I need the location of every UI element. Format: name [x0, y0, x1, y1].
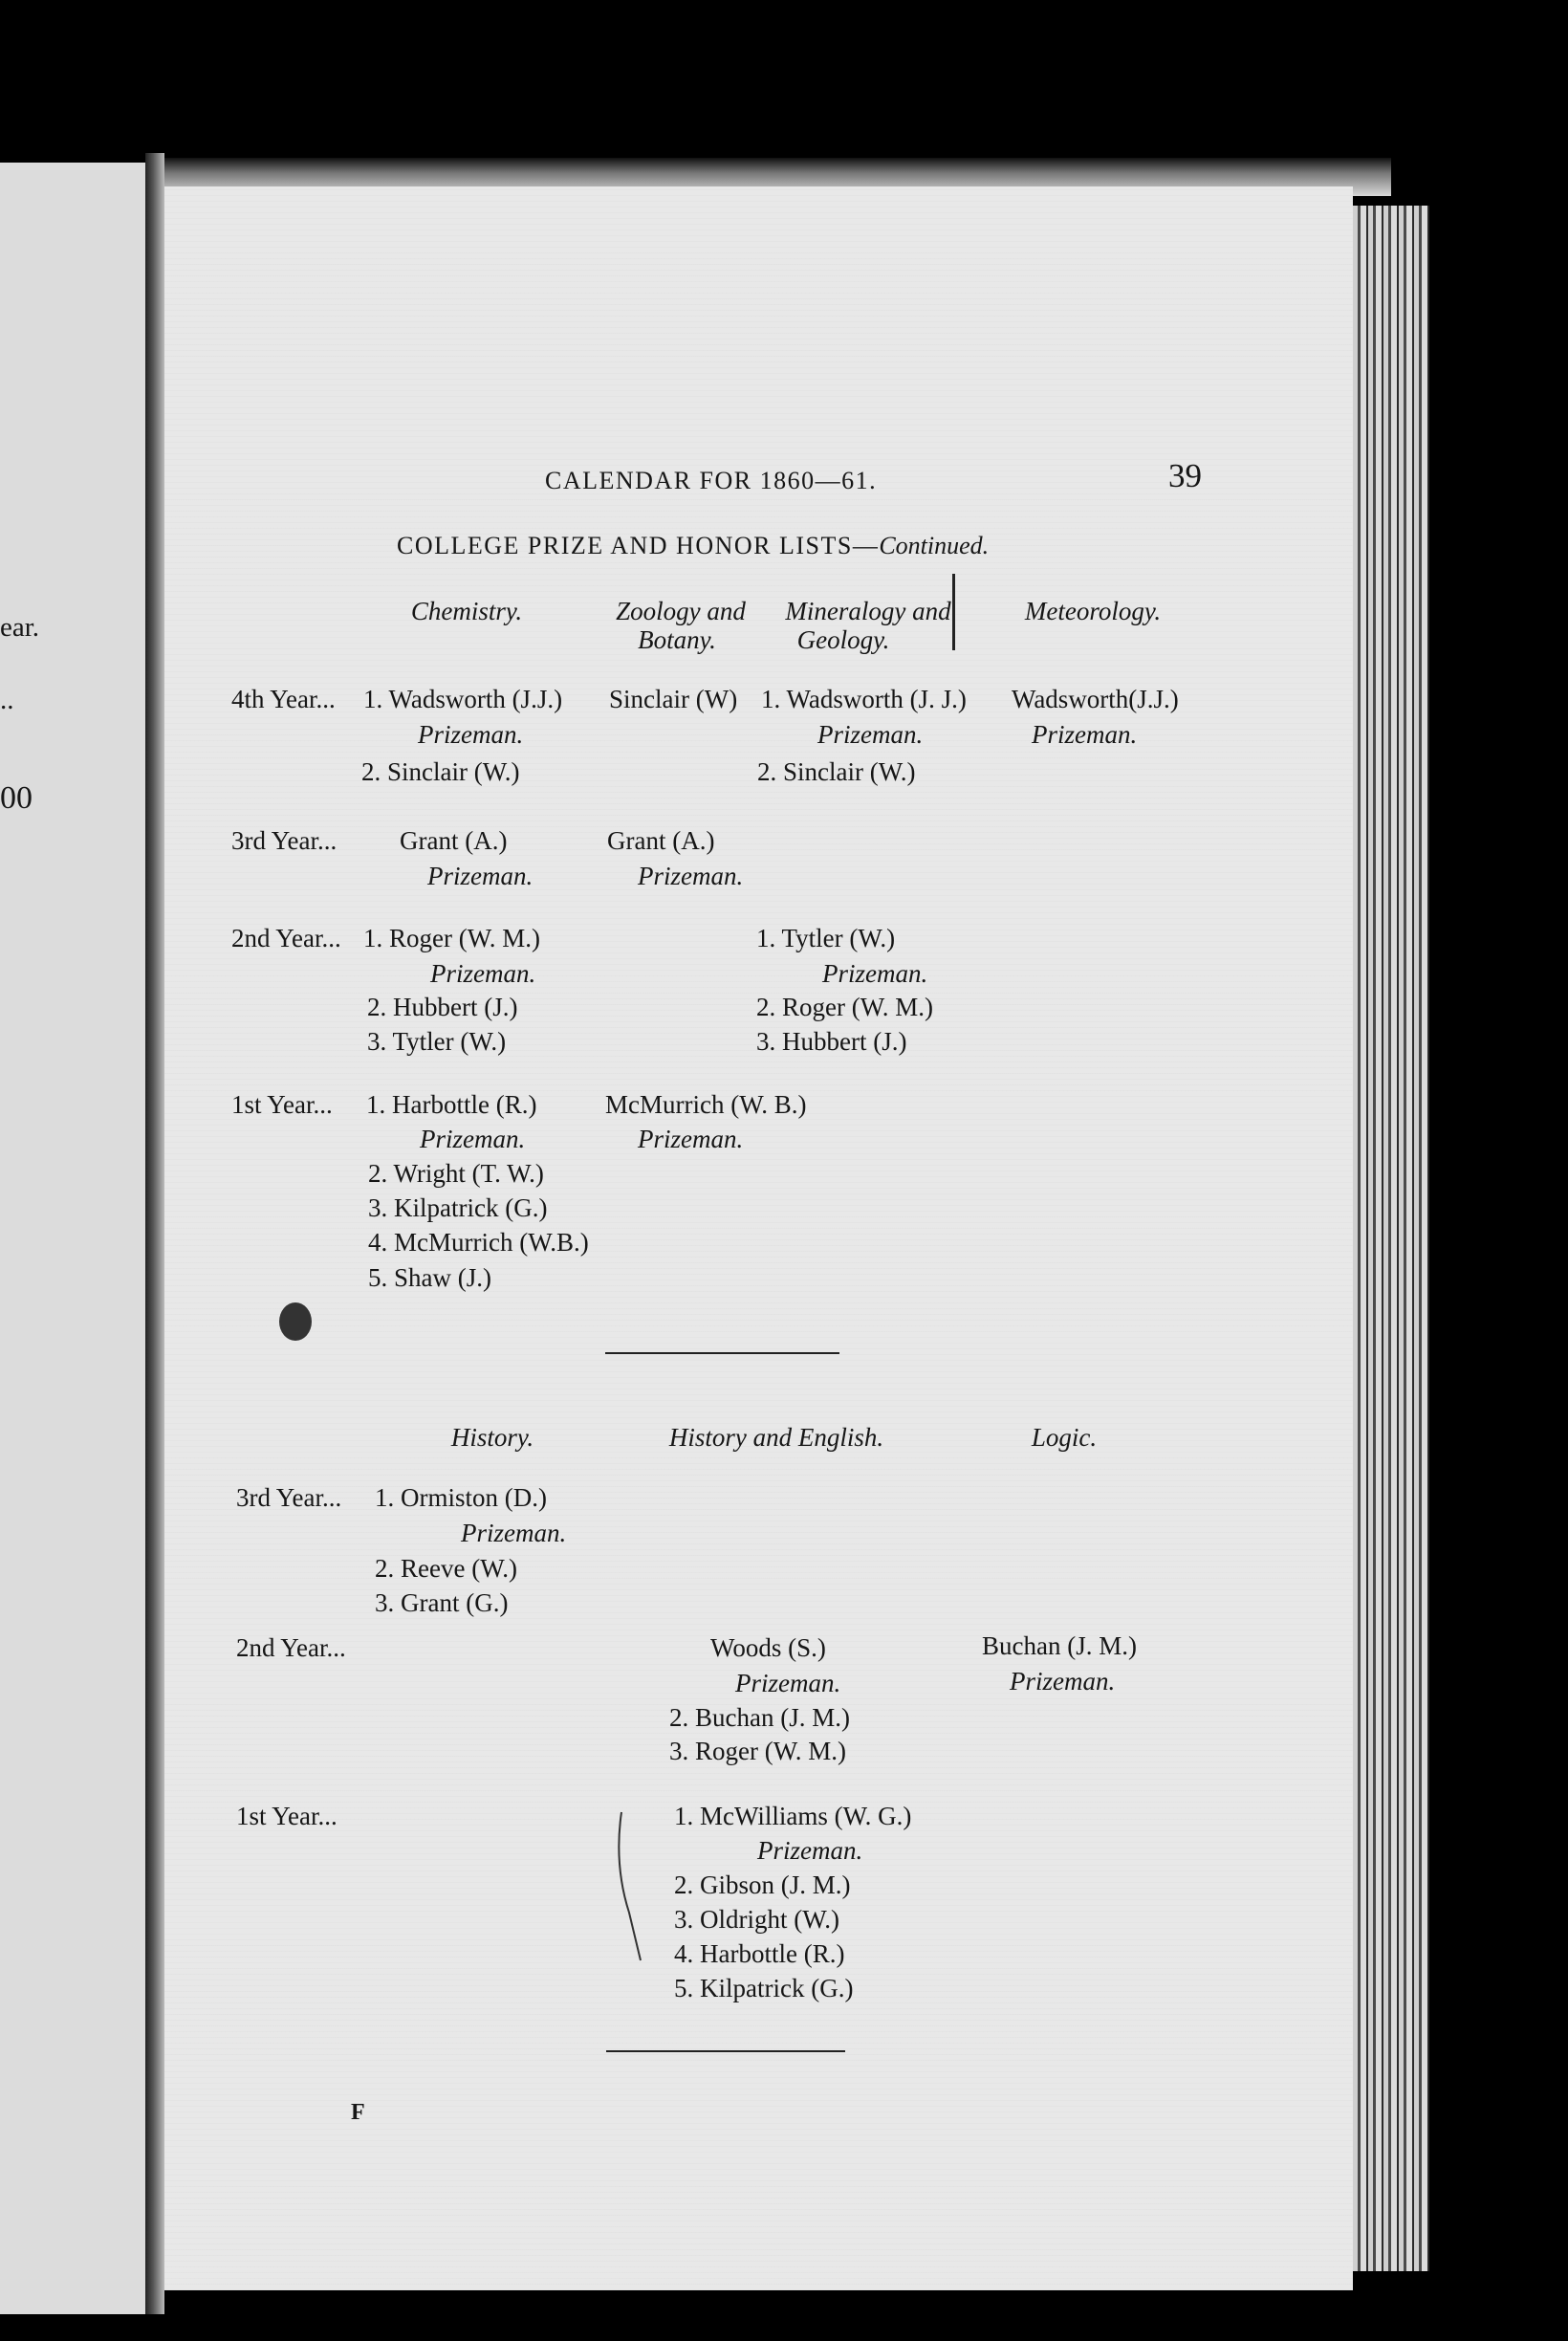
history-english-entry: 3. Roger (W. M.) [669, 1737, 846, 1765]
mineralogy-entry: 3. Hubbert (J.) [756, 1027, 907, 1056]
year-label: 4th Year... [231, 685, 336, 713]
mineralogy-entry: 2. Roger (W. M.) [756, 993, 933, 1021]
year-label: 1st Year... [236, 1802, 338, 1830]
mineralogy-entry: 1. Wadsworth (J. J.) [761, 685, 967, 713]
column-heading-botany: Botany. [638, 625, 716, 654]
column-heading-zoology: Zoology and [616, 597, 746, 625]
prizeman-note: Prizeman. [638, 1125, 744, 1153]
history-english-entry: 4. Harbottle (R.) [674, 1939, 845, 1968]
prizeman-note: Prizeman. [638, 862, 744, 890]
closing-rule [606, 2050, 845, 2052]
left-page-fragment: .. [0, 685, 14, 715]
left-page-fragment: ear. [0, 612, 40, 643]
year-label: 3rd Year... [231, 826, 338, 855]
year-label: 2nd Year... [236, 1633, 346, 1662]
prizeman-note: Prizeman. [757, 1836, 863, 1865]
history-entry: 1. Ormiston (D.) [375, 1483, 547, 1512]
chemistry-entry: 2. Sinclair (W.) [361, 757, 520, 786]
history-english-entry: 3. Oldright (W.) [674, 1905, 839, 1934]
chemistry-entry: 5. Shaw (J.) [368, 1263, 491, 1292]
mineralogy-entry: 2. Sinclair (W.) [757, 757, 916, 786]
prizeman-note: Prizeman. [1010, 1667, 1116, 1696]
section-divider [605, 1352, 839, 1354]
chemistry-entry: 2. Wright (T. W.) [368, 1159, 544, 1188]
page-edges [1353, 206, 1429, 2271]
ink-mark [952, 574, 955, 650]
year-label: 2nd Year... [231, 924, 341, 952]
chemistry-entry: 1. Wadsworth (J.J.) [363, 685, 563, 713]
history-entry: 3. Grant (G.) [375, 1588, 509, 1617]
pencil-bracket [612, 1807, 660, 1970]
prizeman-note: Prizeman. [822, 959, 928, 988]
prizeman-note: Prizeman. [420, 1125, 526, 1153]
column-heading-history-english: History and English. [668, 1423, 884, 1452]
chemistry-entry: 3. Tytler (W.) [367, 1027, 507, 1056]
chemistry-entry: Grant (A.) [400, 826, 508, 855]
prizeman-note: Prizeman. [1032, 720, 1138, 749]
logic-entry: Buchan (J. M.) [982, 1631, 1137, 1660]
column-heading-logic: Logic. [1031, 1423, 1098, 1452]
chemistry-entry: 4. McMurrich (W.B.) [368, 1228, 589, 1257]
history-english-entry: 1. McWilliams (W. G.) [674, 1802, 912, 1830]
section-heading: COLLEGE PRIZE AND HONOR LISTS—Continued. [397, 532, 990, 559]
chemistry-entry: 2. Hubbert (J.) [367, 993, 518, 1021]
ink-blot [279, 1302, 312, 1341]
chemistry-entry: 3. Kilpatrick (G.) [368, 1193, 548, 1222]
history-entry: 2. Reeve (W.) [375, 1554, 517, 1583]
zoology-entry: Grant (A.) [607, 826, 715, 855]
signature-mark: F [351, 2100, 365, 2125]
meteorology-entry: Wadsworth(J.J.) [1012, 685, 1179, 713]
page-number: 39 [1168, 457, 1202, 494]
history-english-entry: Woods (S.) [710, 1633, 826, 1662]
history-english-entry: 2. Gibson (J. M.) [674, 1871, 851, 1899]
prizeman-note: Prizeman. [735, 1669, 841, 1697]
prizeman-note: Prizeman. [427, 862, 534, 890]
prizeman-note: Prizeman. [418, 720, 524, 749]
left-page-edge [0, 163, 158, 2314]
chemistry-entry: 1. Harbottle (R.) [366, 1090, 537, 1119]
history-english-entry: 5. Kilpatrick (G.) [674, 1974, 854, 2002]
left-page-fragment: 00 [0, 780, 33, 816]
zoology-entry: Sinclair (W) [609, 685, 738, 713]
book-gutter [145, 153, 164, 2314]
zoology-entry: McMurrich (W. B.) [605, 1090, 807, 1119]
history-english-entry: 2. Buchan (J. M.) [669, 1703, 850, 1732]
prizeman-note: Prizeman. [461, 1519, 567, 1547]
mineralogy-entry: 1. Tytler (W.) [756, 924, 896, 952]
column-heading-meteorology: Meteorology. [1024, 597, 1162, 625]
year-label: 3rd Year... [236, 1483, 342, 1512]
column-heading-mineralogy: Mineralogy and [785, 597, 951, 625]
column-heading-chemistry: Chemistry. [410, 597, 523, 625]
column-heading-history: History. [450, 1423, 534, 1452]
column-heading-geology: Geology. [796, 625, 890, 654]
running-title: CALENDAR FOR 1860—61. [545, 467, 878, 494]
chemistry-entry: 1. Roger (W. M.) [363, 924, 540, 952]
prizeman-note: Prizeman. [430, 959, 536, 988]
prizeman-note: Prizeman. [817, 720, 924, 749]
year-label: 1st Year... [231, 1090, 333, 1119]
